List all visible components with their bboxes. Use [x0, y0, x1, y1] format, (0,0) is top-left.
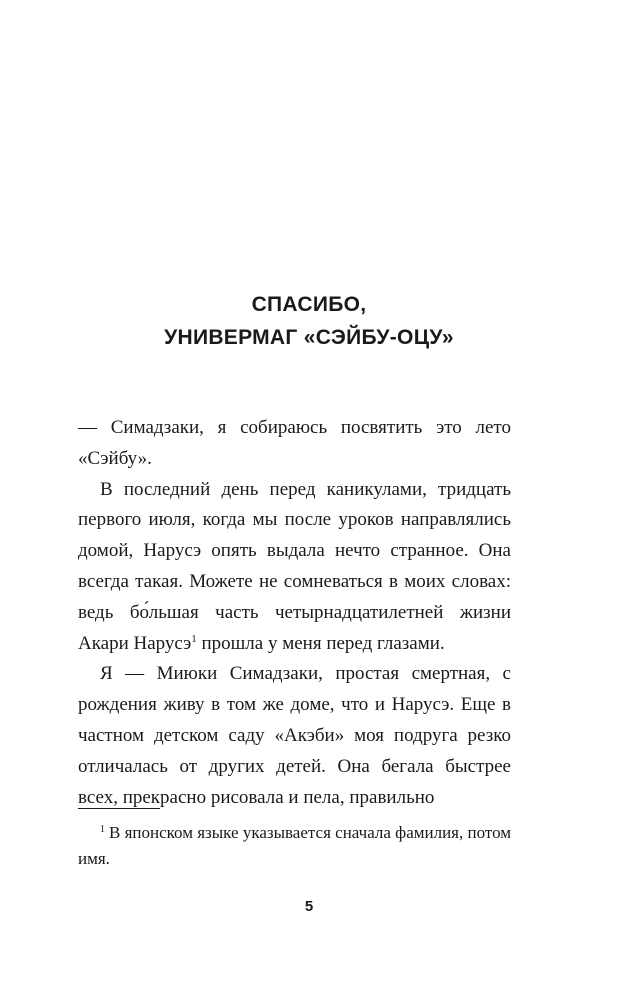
paragraph-1: — Симадзаки, я собираюсь посвятить это лето «Сэйбу».: [78, 417, 511, 469]
paragraph-2-text: В последний день перед каникулами, тридцать первого июля, когда мы после уроков направлялись домой, Нарусэ опять выдала нечто странное. Она всегда такая. Можете не сомневаться в моих словах: ведь бо́льшая часть четырнадцатилетней жизни Акари Нарусэ: [78, 478, 511, 654]
footnote-mark: 1: [100, 824, 105, 835]
page-number: 5: [304, 898, 314, 915]
footnote: [78, 820, 511, 872]
chapter-title-line-2: УНИВЕРМАГ «СЭЙБУ-ОЦУ»: [164, 326, 454, 349]
footnote-text: В японском языке указывается сначала фамилия, потом имя.: [78, 823, 512, 868]
chapter-title: [0, 288, 618, 354]
paragraph-2-text-end: прошла у меня перед глазами.: [196, 632, 445, 654]
paragraph-2: [78, 475, 511, 660]
body-text: [78, 413, 511, 813]
paragraph-3: Я — Миюки Симадзаки, простая смертная, с рождения живу в том же доме, что и Нарусэ. Еще в частном детском саду «Акэби» моя подруга резко отличалась от других детей. Она бегала быстрее всех, прекрасно рисовала и пела, правильно: [78, 663, 511, 808]
footnote-separator: [78, 808, 160, 809]
footnote-reference[interactable]: 1: [191, 632, 197, 645]
chapter-title-line-1: СПАСИБО,: [251, 293, 367, 316]
